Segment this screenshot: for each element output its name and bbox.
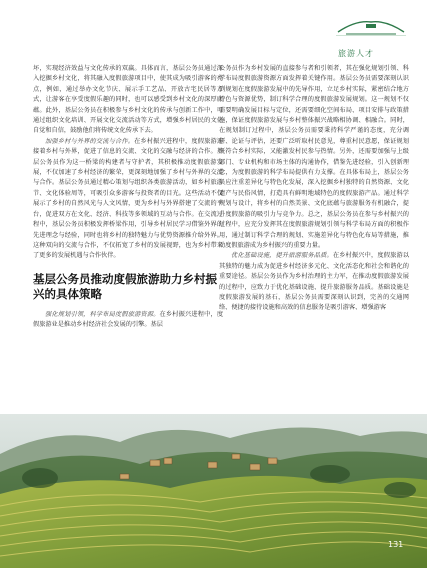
- page-number: 131: [388, 540, 404, 549]
- terrace-illustration: [0, 414, 427, 568]
- section-heading: 基层公务员推动度假旅游助力乡村振兴的具体策略: [33, 271, 217, 301]
- lead-phrase: 加强乡村与外界的交流与合作。: [45, 137, 135, 145]
- paragraph-body: 在乡村振兴进程中，度假旅游业是推动乡村经济社会发展的引擎。基层: [33, 310, 224, 329]
- paragraph: [33, 137, 223, 262]
- lead-phrase: 强化规划引领，科学布局度假旅游资源。: [45, 310, 160, 318]
- paragraph: 坏，实现经济效益与文化传承的双赢。具体而言，基层公务员通过深入挖掘乡村文化，将其融入度假旅游项目中，使其成为吸引游客的亮点，例如，通过举办文化节庆、展示手工艺品、开放古宅民居等方式，让游客在享受度假乐趣的同时，也可以感受到乡村文化的深厚底蕴。此外，基层公务员在积极参与乡村文化的传承与创新工作中，可通过组织文化培训、开展文化交流活动等方式，增强乡村居民的文化自觉和自信，鼓励他们将传统文化传承下去。: [33, 65, 223, 135]
- paragraph: 公务员作为乡村发展的直接参与者和引领者，其在强化规划引领、科学布局度假旅游资源方面发挥着关键作用。基层公务员需要深刻认识到规划在度假旅游发展中的先导作用，立足乡村实际，紧密结合地方特色与资源优势，制订科学合理的度假旅游发展规划。这一规划不仅需要明确发展目标与定位，还需要细化空间布局、项目安排与政策措施，保证度假旅游发展与乡村整体振兴战略相协调、相融合。同时，在规划制订过程中，基层公务员需要秉持科学严谨的态度，充分调研、论证与评估，还要广泛听取村民意见，尊重村民意愿，保证规划既符合乡村实际，又能激发村民参与热情。另外，还需要加强与上级部门、专业机构和市场主体的沟通协作，借鉴先进经验，引入创新理念，为度假旅游的科学布局提供有力支撑。在具体布局上，基层公务员应注重差异化与特色化发展，深入挖掘乡村独特的自然资源、文化遗产与民俗风情，打造具有鲜明地域特色的度假旅游产品。通过科学规划与设计，将乡村的自然美景、文化底蕴与旅游服务有机融合，提升度假旅游的吸引力与竞争力。总之，基层公务员在参与乡村振兴的过程中，应充分发挥其在度假旅游规划引领与科学布局方面的积极作用，通过制订科学合理的规划、实施差异化与特色化布局等措施，推动度假旅游成为乡村振兴的重要力量。: [219, 65, 409, 249]
- paragraph-body: 在乡村振兴进程中，度假旅游连接着乡村与外界，促进了信息的交流、文化的交融与经济的合作。基层公务员作为这一桥梁的构建者与守护者，其积极推动度假旅游发展，不仅加速了乡村经济的繁荣，更深刻地加强了乡村与外界的交流与合作。基层公务员通过精心策划与组织各类旅游活动，如乡村旅游节、文化体验周等，可吸引众多游客与投资者的目光。这些活动不仅展示了乡村的自然风光与人文风情，更为乡村与外界搭建了交流的平台，促进双方在文化、经济、科技等多领域的互动与合作。在交流过程中，基层公务员积极发挥桥梁作用，引导乡村居民学习借鉴外界的先进理念与经验，同时也将乡村的独特魅力与优势资源推介给外界。这种双向的交流与合作，不仅拓宽了乡村的发展视野，也为乡村带来了更多的发展机遇与合作伙伴。: [33, 137, 224, 260]
- roof-icon: [336, 18, 406, 36]
- left-column: [33, 64, 223, 331]
- section-header: [318, 14, 418, 58]
- lead-phrase: 优化基础设施，提升旅游服务品质。: [231, 252, 333, 260]
- paragraph: [219, 251, 409, 313]
- rice-terrace-photo: [0, 414, 427, 568]
- right-column: [219, 64, 409, 314]
- paragraph-body: 在乡村振兴中，度假旅游以其独特的魅力成为促进乡村经济多元化、文化活态化和社会和谐化的重要途径。基层公务员作为乡村治理的主力军，在推动度假旅游发展的过程中，应致力于优化基础设施、提升旅游服务品质。基础设施是度假旅游发展的基石，基层公务员需要深刻认识到，完善的交通网络、便捷的接待设施和高效的信息服务是吸引游客、增强游客: [219, 252, 410, 312]
- paragraph: [33, 310, 223, 331]
- section-label: 旅游人才: [338, 49, 374, 58]
